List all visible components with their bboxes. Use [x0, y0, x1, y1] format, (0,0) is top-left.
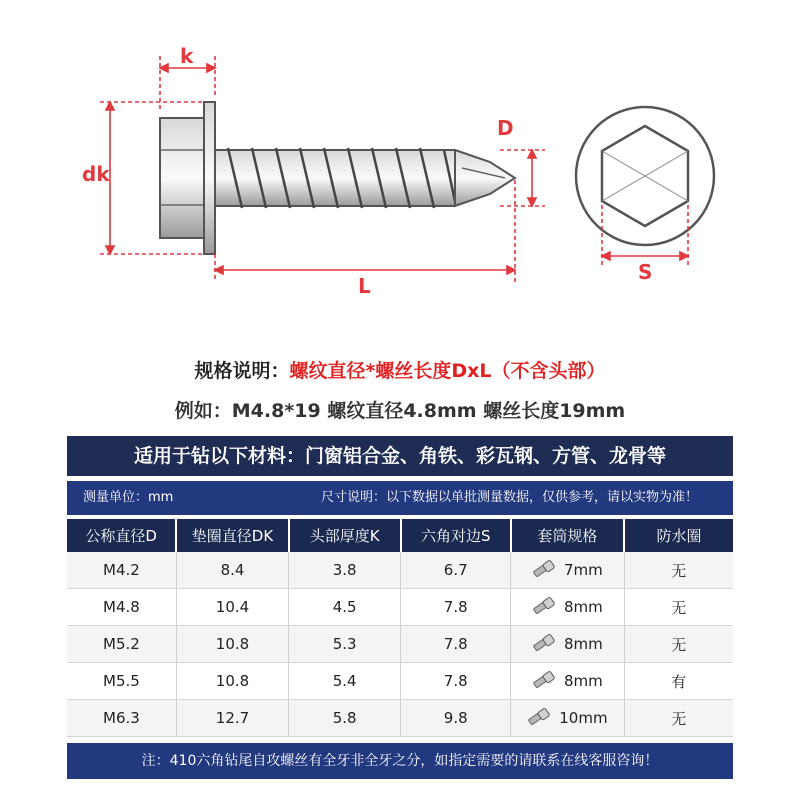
- cell-hex-size: 7.8: [401, 589, 511, 626]
- cell-diameter: M4.2: [67, 552, 176, 589]
- socket-size: 8mm: [564, 598, 603, 616]
- cell-hex-size: 6.7: [401, 552, 511, 589]
- cell-head-thickness: 5.3: [289, 626, 401, 663]
- label-s: S: [638, 260, 653, 284]
- info-bar: [67, 481, 733, 515]
- cell-washer-diameter: 10.4: [176, 589, 288, 626]
- dimension-s: [602, 205, 688, 265]
- cell-seal: 无: [624, 626, 733, 663]
- cell-diameter: M4.8: [67, 589, 176, 626]
- col-header-hex-size: 六角对边S: [401, 519, 511, 552]
- table-header-row: [67, 519, 733, 552]
- socket-bit-icon: [527, 707, 553, 729]
- cell-washer-diameter: 12.7: [176, 700, 288, 737]
- table-row: [67, 552, 733, 589]
- spec-prefix: 规格说明：: [194, 360, 290, 382]
- col-header-seal: 防水圈: [624, 519, 733, 552]
- cell-socket: [511, 663, 624, 700]
- unit-note: 测量单位：mm: [83, 490, 174, 505]
- cell-hex-size: 7.8: [401, 663, 511, 700]
- col-header-head-thickness: 头部厚度K: [289, 519, 401, 552]
- cell-diameter: M5.2: [67, 626, 176, 663]
- socket-bit-icon: [532, 633, 558, 655]
- table-row: [67, 626, 733, 663]
- drill-point: [455, 150, 515, 206]
- cell-diameter: M5.5: [67, 663, 176, 700]
- hex-head: [160, 118, 204, 238]
- label-dk: dk: [82, 162, 110, 186]
- size-note: 尺寸说明：以下数据以单批测量数据，仅供参考，请以实物为准！: [321, 490, 699, 505]
- cell-head-thickness: 4.5: [289, 589, 401, 626]
- spec-formula: 螺纹直径*螺丝长度DxL（不含头部）: [289, 360, 606, 382]
- cell-socket: [511, 552, 624, 589]
- footer-note: 注：410六角钻尾自攻螺丝有全牙非全牙之分，如指定需要的请联系在线客服咨询！: [67, 743, 733, 779]
- washer-flange: [204, 102, 215, 254]
- cell-washer-diameter: 8.4: [176, 552, 288, 589]
- cell-head-thickness: 5.8: [289, 700, 401, 737]
- label-k: k: [180, 44, 194, 68]
- socket-size: 10mm: [559, 709, 608, 727]
- table-row: [67, 589, 733, 626]
- label-l: L: [358, 274, 371, 298]
- cell-hex-size: 7.8: [401, 626, 511, 663]
- cell-seal: 无: [624, 700, 733, 737]
- cell-diameter: M6.3: [67, 700, 176, 737]
- col-header-washer-diameter: 垫圈直径DK: [176, 519, 288, 552]
- cell-washer-diameter: 10.8: [176, 626, 288, 663]
- label-d: D: [497, 116, 514, 140]
- cell-socket: [511, 626, 624, 663]
- screw-diagram: [0, 0, 800, 330]
- screw-drawing: [0, 0, 800, 330]
- col-header-diameter: 公称直径D: [67, 519, 176, 552]
- cell-head-thickness: 5.4: [289, 663, 401, 700]
- cell-seal: 无: [624, 552, 733, 589]
- cell-hex-size: 9.8: [401, 700, 511, 737]
- table-row: [67, 700, 733, 737]
- socket-bit-icon: [532, 596, 558, 618]
- cell-seal: 有: [624, 663, 733, 700]
- spec-description: [0, 356, 800, 383]
- materials-banner: 适用于钻以下材料：门窗铝合金、角铁、彩瓦钢、方管、龙骨等: [67, 436, 733, 476]
- cell-washer-diameter: 10.8: [176, 663, 288, 700]
- socket-size: 7mm: [564, 561, 603, 579]
- spec-example: 例如：M4.8*19 螺纹直径4.8mm 螺丝长度19mm: [174, 400, 626, 422]
- spec-table: [67, 519, 733, 737]
- cell-head-thickness: 3.8: [289, 552, 401, 589]
- col-header-socket: 套筒规格: [511, 519, 624, 552]
- socket-size: 8mm: [564, 672, 603, 690]
- socket-bit-icon: [532, 559, 558, 581]
- cell-socket: [511, 700, 624, 737]
- table-row: [67, 663, 733, 700]
- socket-bit-icon: [532, 670, 558, 692]
- cell-seal: 无: [624, 589, 733, 626]
- cell-socket: [511, 589, 624, 626]
- socket-size: 8mm: [564, 635, 603, 653]
